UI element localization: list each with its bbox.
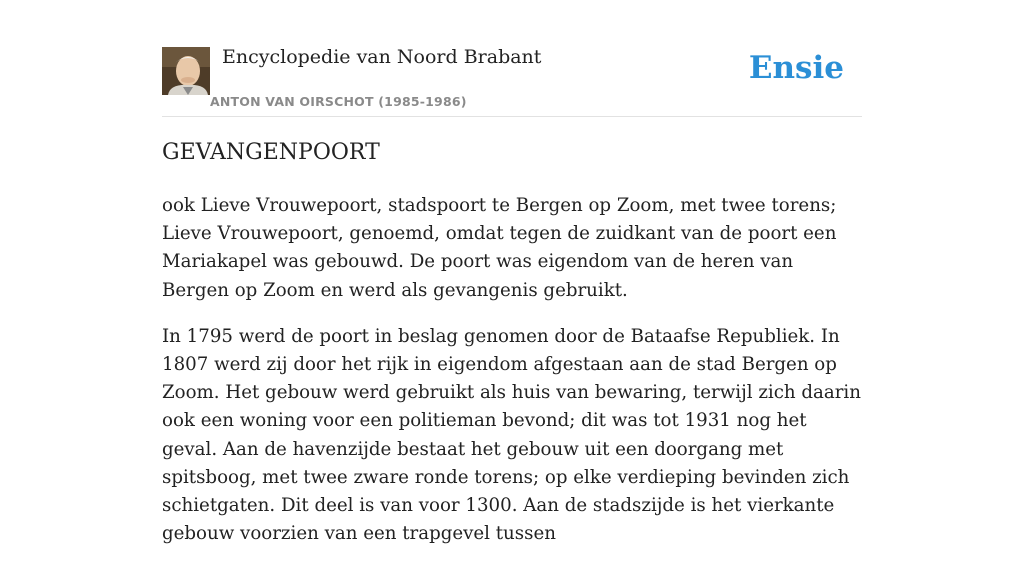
book-title[interactable]: Encyclopedie van Noord Brabant	[222, 46, 542, 68]
article-title: GEVANGENPOORT	[162, 140, 380, 165]
article-body	[162, 192, 862, 566]
article-paragraph: ook Lieve Vrouwepoort, stadspoort te Bergen op Zoom, met twee torens; Lieve Vrouwepoort, genoemd, omdat tegen de zuidkant van de poort een Mariakapel was gebouwd. De poort was eigendom van de heren van Bergen op Zoom en werd als gevangenis gebruikt.	[162, 195, 837, 301]
header	[162, 44, 862, 117]
article-paragraph: In 1795 werd de poort in beslag genomen door de Bataafse Republiek. In 1807 werd zij door het rijk in eigendom afgestaan aan de stad Bergen op Zoom. Het gebouw werd gebruikt als huis van bewaring, terwijl zich daarin ook een woning voor een politieman bevond; dit was tot 1931 nog het geval. Aan de havenzijde bestaat het gebouw uit een doorgang met spitsboog, met twee zware ronde torens; op elke verdieping bevinden zich schietgaten. Dit deel is van voor 1300. Aan de stadszijde is het vierkante gebouw voorzien van een trapgevel tussen	[162, 325, 861, 545]
author-name[interactable]: ANTON VAN OIRSCHOT (1985-1986)	[210, 94, 467, 109]
author-avatar[interactable]	[162, 47, 210, 95]
ensie-logo[interactable]: Ensie	[748, 50, 844, 86]
